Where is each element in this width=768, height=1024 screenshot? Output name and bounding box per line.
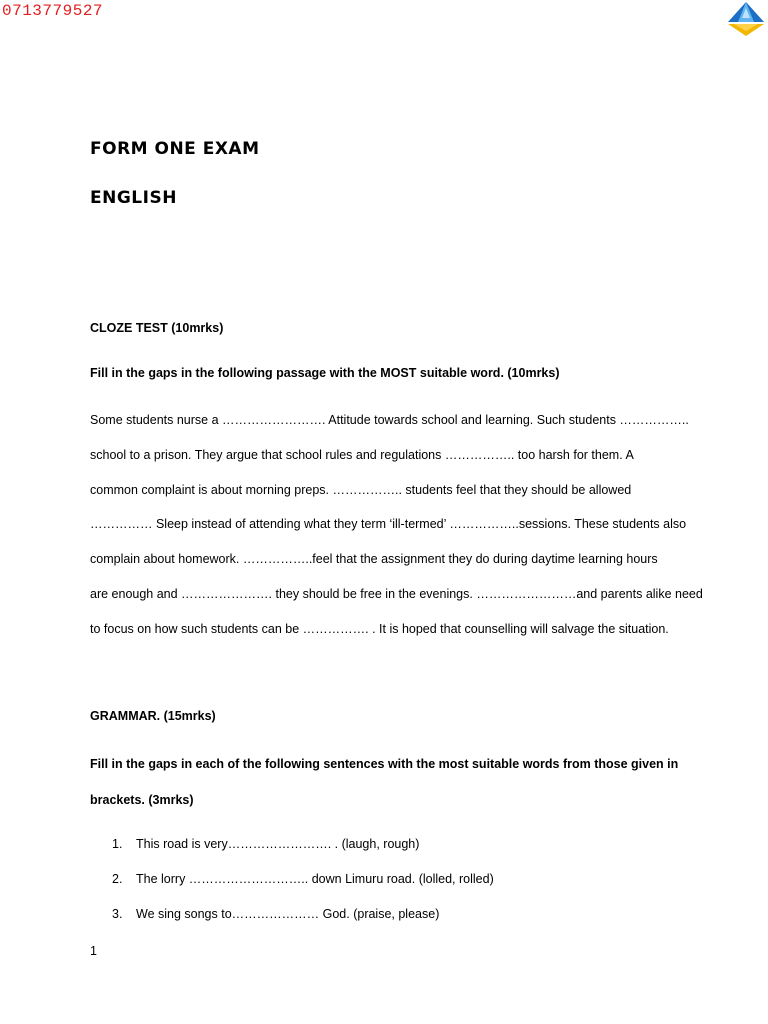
question-number: 2. [112,871,123,886]
pyramid-logo-icon [724,0,768,40]
passage-line: …………… Sleep instead of attending what they term ‘ill-termed’ ……………..sessions. These students also [90,517,687,532]
question-number: 1. [112,837,123,851]
question-item [112,904,494,939]
page-number: 1 [90,944,97,958]
question-number: 3. [112,906,123,921]
grammar-instruction [90,754,690,826]
passage-line: to focus on how such students can be ……………. . It is hoped that counselling will salvage the situation. [90,621,669,636]
passage-line: common complaint is about morning preps. …………….. students feel that they should be allowed [90,482,632,497]
grammar-heading: GRAMMAR. (15mrks) [90,709,216,723]
question-item [112,869,494,904]
instruction-line: brackets. (3mrks) [90,793,194,807]
passage-line: school to a prison. They argue that school rules and regulations …………….. too harsh for them. A [90,447,634,462]
question-text: We sing songs to………………… God. (praise, please) [136,906,440,921]
cloze-passage [90,410,703,654]
phone-number: 0713779527 [2,2,104,20]
instruction-line: Fill in the gaps in each of the following sentences with the most suitable words from those given in [90,757,679,771]
question-item [112,834,494,869]
question-text: This road is very……………………. . (laugh, rough) [136,837,420,851]
question-list [112,834,494,938]
passage-line: complain about homework. ……………..feel that the assignment they do during daytime learning hours [90,552,658,567]
question-text: The lorry ……………………….. down Limuru road. (lolled, rolled) [136,871,494,886]
exam-title: FORM ONE EXAM [90,139,260,159]
cloze-instruction: Fill in the gaps in the following passage with the MOST suitable word. (10mrks) [90,366,560,380]
passage-line: Some students nurse a ……………………. Attitude towards school and learning. Such students …………….. [90,413,689,427]
subject-title: ENGLISH [90,188,177,208]
cloze-heading: CLOZE TEST (10mrks) [90,321,224,335]
passage-line: are enough and …………………. they should be free in the evenings. ……………………and parents alike need [90,586,703,601]
